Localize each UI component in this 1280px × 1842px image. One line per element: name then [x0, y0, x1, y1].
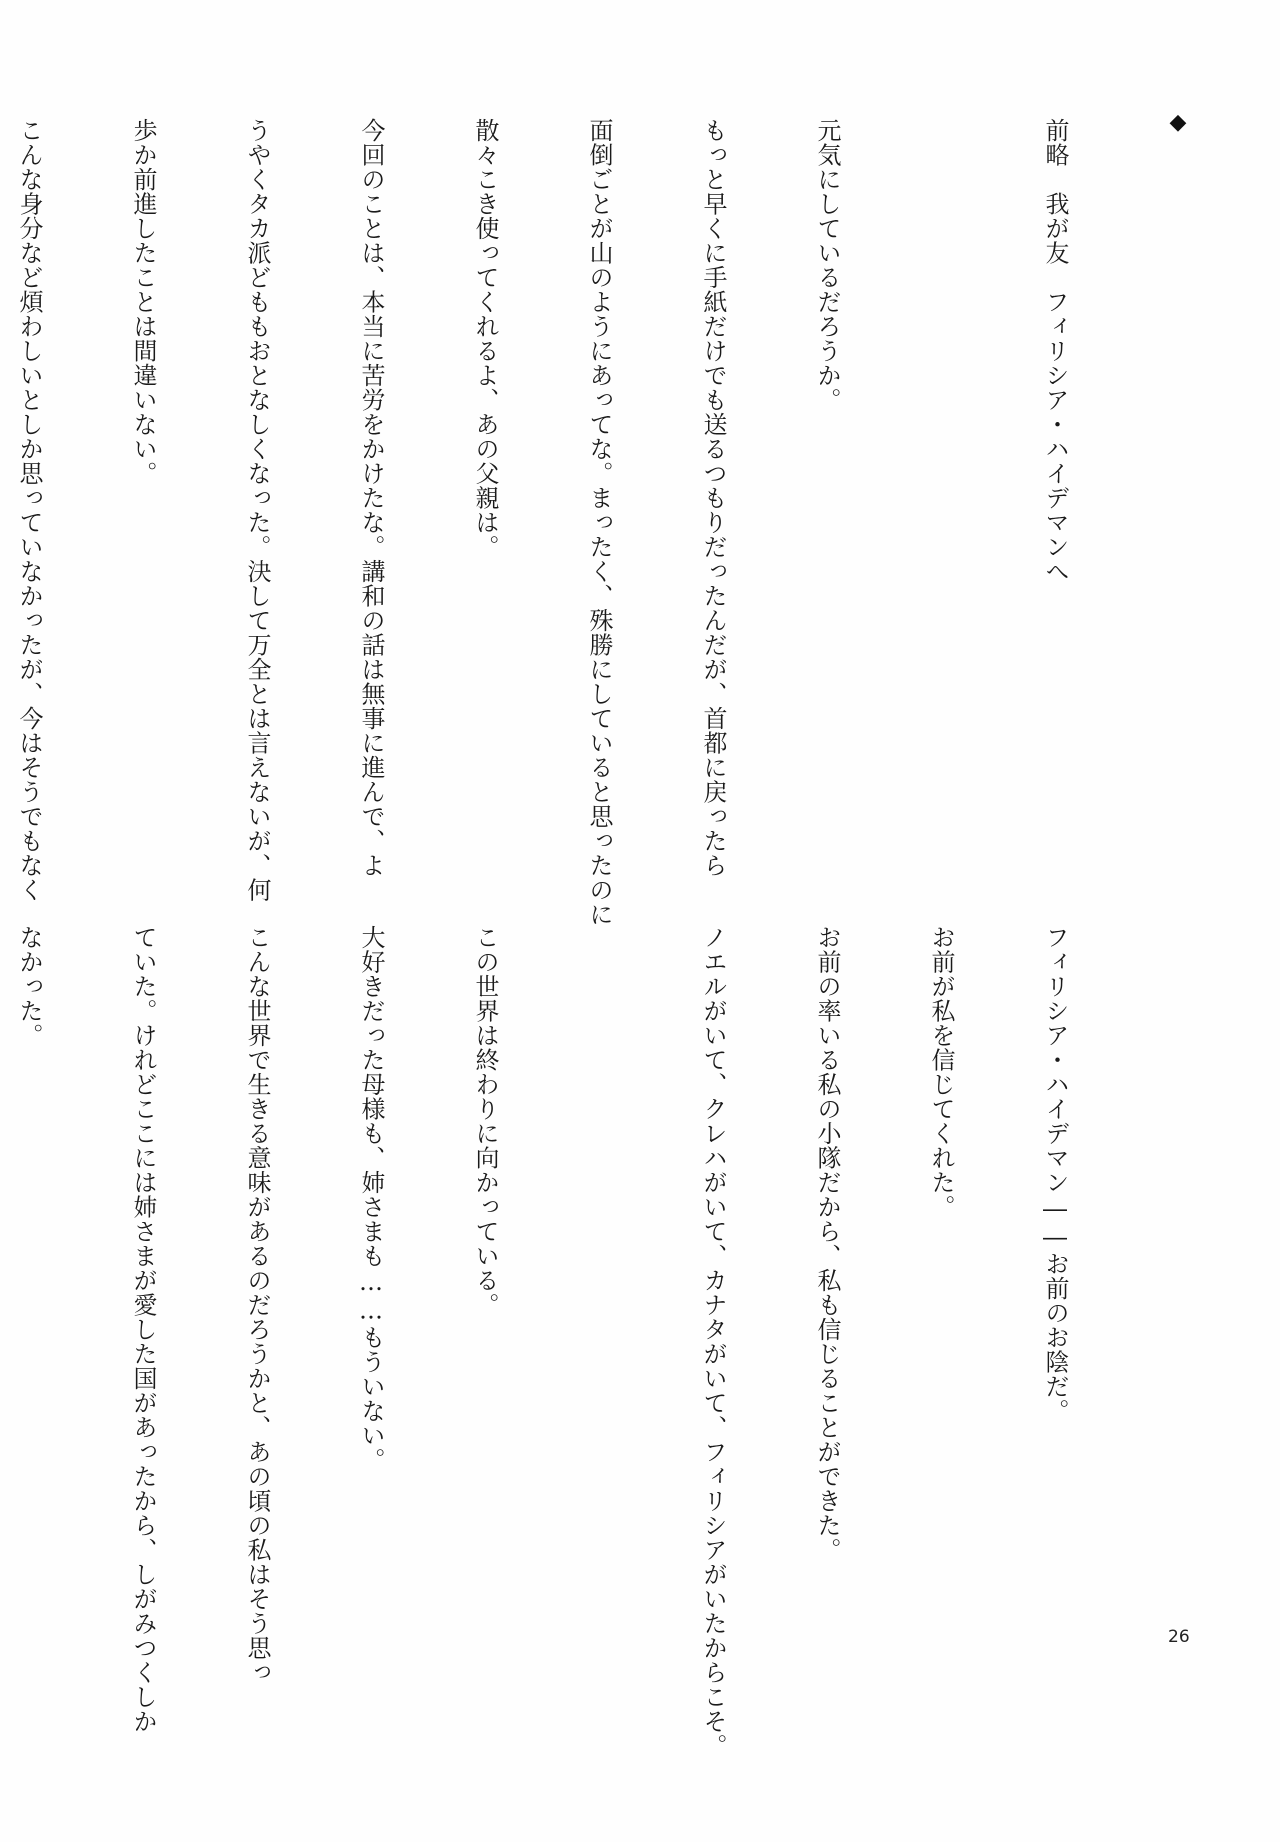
letter-line: こんな世界で生きる意味があるのだろうかと、あの頃の私はそう思っ [243, 925, 271, 1685]
letter-line: こんな身分など煩わしいとしか思っていなかったが、今はそうでもなく [15, 118, 43, 902]
letter-line: お前の率いる私の小隊だから、私も信じることができた。 [813, 925, 841, 1562]
letter-salutation: 前略 我が友 フィリシア・ハイデマンへ [1041, 118, 1069, 584]
paragraph-gap [580, 925, 618, 1665]
letter-line: 大好きだった母様も、姉さまも……もういない。 [357, 925, 385, 1472]
letter-lower-block [0, 925, 1150, 1758]
letter-upper-block [0, 118, 1150, 927]
section-diamond-marker: ◆ [1169, 110, 1187, 135]
letter-line: 面倒ごとが山のようにあってな。まったく、殊勝にしていると思ったのに [585, 118, 613, 927]
letter-line: 元気にしているだろうか。 [813, 118, 841, 412]
letter-line: ノエルがいて、クレハがいて、カナタがいて、フィリシアがいたからこそ。 [699, 925, 727, 1758]
letter-line: フィリシア・ハイデマン――お前のお陰だ。 [1041, 925, 1069, 1423]
letter-line: なかった。 [15, 925, 43, 1048]
letter-line: うやくタカ派どももおとなしくなった。決して万全とは言えないが、何 [243, 118, 271, 902]
page-number: 26 [1168, 1627, 1190, 1647]
paragraph-gap [922, 118, 960, 888]
letter-line: ていた。けれどここには姉さまが愛した国があったから、しがみつくしか [129, 925, 157, 1734]
letter-line: もっと早くに手紙だけでも送るつもりだったんだが、首都に戻ったら [699, 118, 727, 878]
letter-line: 今回のことは、本当に苦労をかけたな。講和の話は無事に進んで、よ [357, 118, 385, 878]
letter-line: お前が私を信じてくれた。 [927, 925, 955, 1219]
letter-line: 散々こき使ってくれるよ、あの父親は。 [471, 118, 499, 559]
letter-line: この世界は終わりに向かっている。 [471, 925, 499, 1317]
letter-line: 歩か前進したことは間違いない。 [129, 118, 157, 486]
